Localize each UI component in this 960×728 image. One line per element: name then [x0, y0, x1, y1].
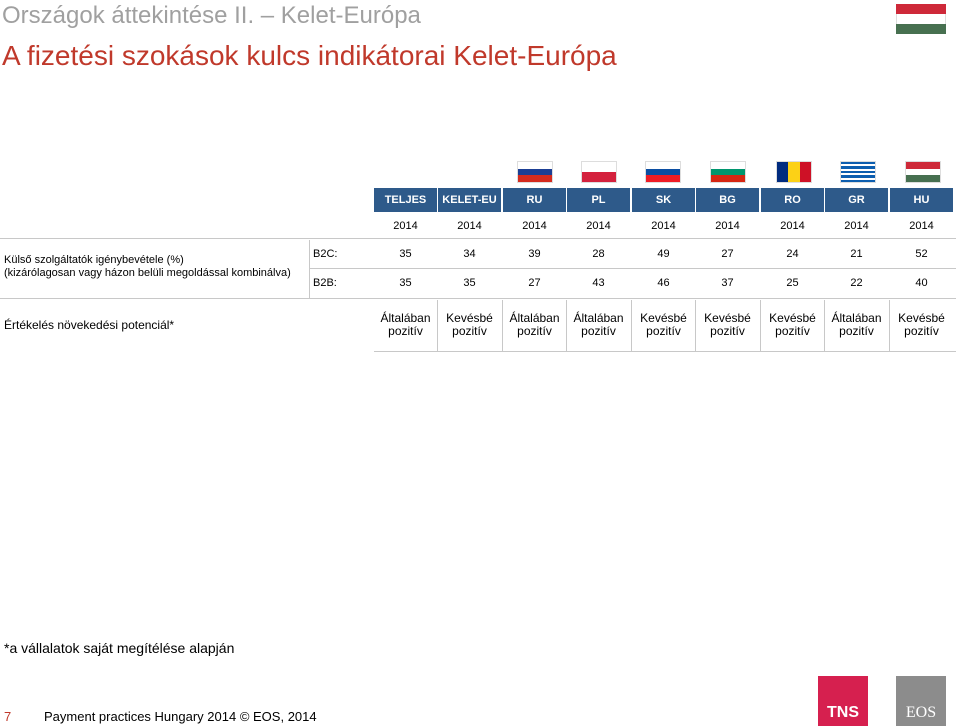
evaluation-word: Kevésbé	[446, 311, 493, 325]
column-header: RU	[503, 188, 566, 212]
b2c-value: 28	[592, 248, 605, 260]
slovakia-flag-icon	[646, 162, 680, 182]
b2c-value: 27	[721, 248, 734, 260]
evaluation-word: pozitív	[581, 324, 616, 338]
year-cell: 2014	[522, 220, 547, 232]
column-header: HU	[890, 188, 953, 212]
row-label-growth-potential: Értékelés növekedési potenciál*	[4, 318, 175, 332]
year-cell: 2014	[586, 220, 611, 232]
evaluation-word: pozitív	[646, 324, 681, 338]
year-cell: 2014	[844, 220, 869, 232]
growth-evaluation-cell	[567, 310, 630, 340]
row-divider	[0, 238, 956, 239]
evaluation-word: Kevésbé	[898, 311, 945, 325]
growth-evaluation-cell	[374, 310, 437, 340]
russia-flag-icon	[518, 162, 552, 182]
year-cell: 2014	[780, 220, 805, 232]
page-number: 7	[4, 709, 12, 724]
row-divider	[374, 351, 956, 352]
row-label-external-providers-detail: (kizárólagosan vagy házon belüli megoldással kombinálva)	[4, 267, 291, 279]
b2c-value: 49	[657, 248, 670, 260]
growth-evaluation-cell	[696, 310, 759, 340]
evaluation-word: Kevésbé	[769, 311, 816, 325]
b2c-value: 52	[915, 248, 928, 260]
b2b-label: B2B:	[313, 277, 337, 289]
tns-logo: TNS	[818, 676, 868, 726]
row-divider	[310, 268, 956, 269]
growth-evaluation-cell	[825, 310, 888, 340]
evaluation-word: pozitív	[517, 324, 552, 338]
column-header: KELET-EU	[438, 188, 501, 212]
column-header: BG	[696, 188, 759, 212]
row-divider	[0, 298, 956, 299]
evaluation-word: pozitív	[452, 324, 487, 338]
b2c-value: 39	[528, 248, 541, 260]
growth-evaluation-cell	[632, 310, 695, 340]
poland-flag-icon	[582, 162, 616, 182]
b2b-value: 46	[657, 277, 670, 289]
evaluation-word: pozitív	[710, 324, 745, 338]
evaluation-word: Kevésbé	[704, 311, 751, 325]
b2c-value: 24	[786, 248, 799, 260]
evaluation-word: Kevésbé	[640, 311, 687, 325]
row-label-external-providers: Külső szolgáltatók igénybevétele (%)	[4, 254, 184, 266]
column-header: SK	[632, 188, 695, 212]
romania-flag-icon	[777, 162, 811, 182]
footer-text: Payment practices Hungary 2014 © EOS, 2014	[44, 709, 317, 724]
year-cell: 2014	[651, 220, 676, 232]
year-cell: 2014	[457, 220, 482, 232]
eos-logo: EOS	[896, 676, 946, 726]
evaluation-word: pozitív	[388, 324, 423, 338]
growth-evaluation-cell	[438, 310, 501, 340]
b2b-value: 35	[463, 277, 476, 289]
evaluation-word: pozitív	[775, 324, 810, 338]
greece-flag-icon	[841, 162, 875, 182]
b2b-value: 37	[721, 277, 734, 289]
column-header: RO	[761, 188, 824, 212]
b2b-value: 22	[850, 277, 863, 289]
hungary-flag-icon	[906, 162, 940, 182]
b2b-value: 25	[786, 277, 799, 289]
evaluation-word: Általában	[509, 311, 560, 325]
evaluation-word: Általában	[380, 311, 431, 325]
column-divider	[309, 240, 310, 298]
hungary-flag-icon	[896, 4, 946, 34]
b2c-label: B2C:	[313, 248, 338, 260]
b2c-value: 35	[399, 248, 412, 260]
bulgaria-flag-icon	[711, 162, 745, 182]
b2c-value: 21	[850, 248, 863, 260]
evaluation-word: pozitív	[839, 324, 874, 338]
evaluation-word: pozitív	[904, 324, 939, 338]
page-subtitle: A fizetési szokások kulcs indikátorai Kelet-Európa	[2, 40, 617, 71]
year-cell: 2014	[909, 220, 934, 232]
growth-evaluation-cell	[503, 310, 566, 340]
evaluation-word: Általában	[831, 311, 882, 325]
evaluation-word: Általában	[573, 311, 624, 325]
b2b-value: 35	[399, 277, 412, 289]
year-cell: 2014	[393, 220, 418, 232]
page-title-breadcrumb: Országok áttekintése II. – Kelet-Európa	[2, 2, 421, 29]
b2b-value: 43	[592, 277, 605, 289]
growth-evaluation-cell	[890, 310, 953, 340]
footnote: *a vállalatok saját megítélése alapján	[4, 640, 235, 656]
b2b-value: 40	[915, 277, 928, 289]
b2c-value: 34	[463, 248, 476, 260]
b2b-value: 27	[528, 277, 541, 289]
column-header: PL	[567, 188, 630, 212]
year-cell: 2014	[715, 220, 740, 232]
column-header: GR	[825, 188, 888, 212]
column-header: TELJES	[374, 188, 437, 212]
growth-evaluation-cell	[761, 310, 824, 340]
